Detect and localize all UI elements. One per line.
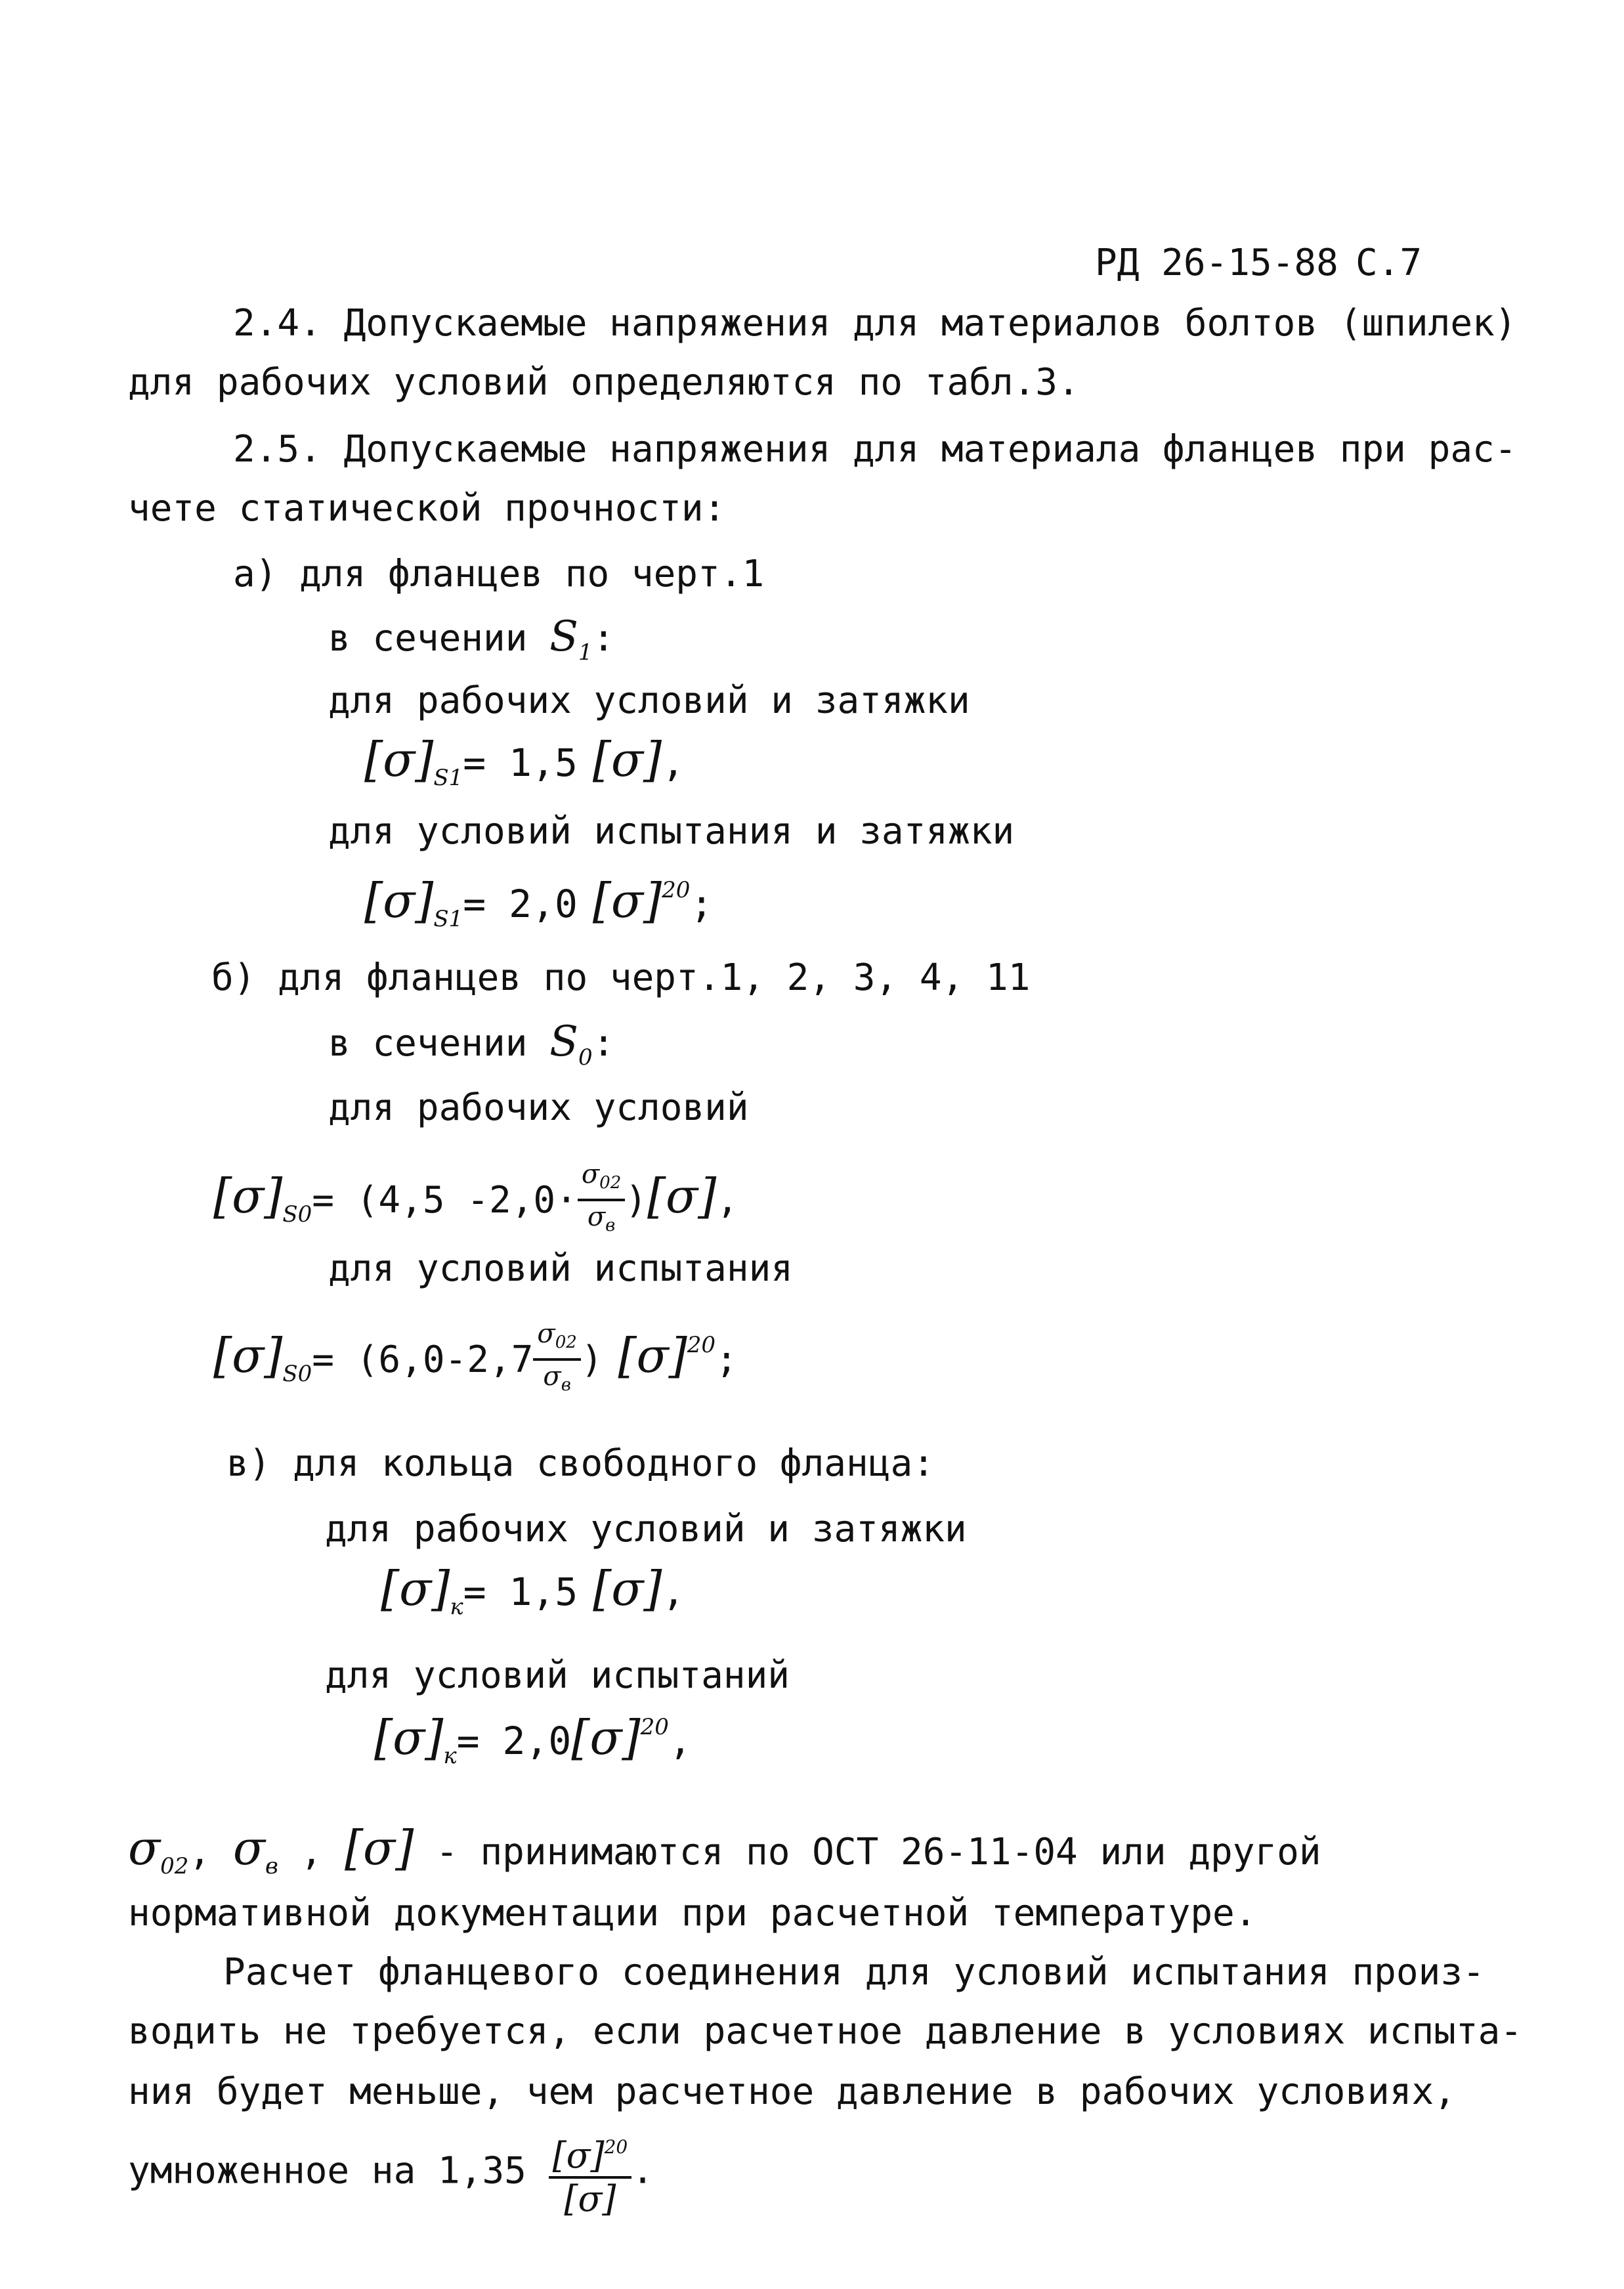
item-b-section: в сечении $S_0$:: [328, 1017, 615, 1071]
formula-a-work: $[\sigma]_{S1}= 1,5$ [σ],: [364, 732, 685, 791]
formula-b-test: $[\sigma]_{S0}= (6,0-2,7$ $\frac{\sigma_{02}}{\sigma_в}$ ) $[\sigma]^{20}$;: [213, 1318, 738, 1401]
symbol-sigma-allowable: [σ]: [344, 1820, 414, 1875]
section-label: в сечении: [328, 617, 528, 660]
item-c-test-label: для условий испытаний: [325, 1654, 790, 1697]
formula-c-test: $[\sigma]_к= 2,0[\sigma]^{20}$,: [374, 1710, 692, 1769]
note-text: - принимаются по ОСТ 26-11-04 или другой: [436, 1831, 1321, 1873]
item-b-test-label: для условий испытания: [328, 1247, 794, 1290]
item-c-work-label: для рабочих условий и затяжки: [325, 1508, 967, 1551]
section-symbol-s0: $S_0$: [549, 1017, 593, 1071]
header-doc-id: РД 26-15-88: [1095, 242, 1338, 284]
paragraph-last-line-4: [128, 2127, 654, 2219]
paragraph-last-line-2: водить не требуется, если расчетное давление в условиях испыта-: [128, 2010, 1523, 2053]
paragraph-2-4-line-1: 2.4. Допускаемые напряжения для материалов болтов (шпилек): [233, 302, 1517, 345]
fraction-sigma02-over-sigmab: $\frac{\sigma_{02}}{\sigma_в}$: [533, 1318, 580, 1401]
item-b-work-label: для рабочих условий: [328, 1086, 749, 1129]
item-c-title: в) для кольца свободного фланца:: [226, 1442, 935, 1485]
note-line-1: $\sigma_{02}$, $\sigma_в$ , [σ] - принимаются по ОСТ 26-11-04 или другой: [128, 1820, 1321, 1879]
symbol-sigma-b: $\sigma_в$: [232, 1820, 278, 1879]
item-a-test-label: для условий испытания и затяжки: [328, 810, 1015, 853]
symbol-sigma-02: $\sigma_{02}$: [128, 1820, 189, 1879]
fraction-sigma20-over-sigma: $\frac{[\sigma]^{20}}{[\sigma]}$: [549, 2127, 632, 2219]
section-symbol-s1: $S_1$: [549, 612, 593, 666]
fraction-sigma02-over-sigmab: $\frac{\sigma_{02}}{\sigma_в}$: [578, 1159, 625, 1241]
paragraph-last-text: умноженное на 1,35: [128, 2149, 526, 2193]
formula-c-work: $[\sigma]_к= 1,5$ [σ],: [381, 1561, 685, 1620]
paragraph-last-end: .: [631, 2149, 654, 2193]
paragraph-2-4-line-2: для рабочих условий определяются по табл.3.: [128, 361, 1080, 404]
formula-a-test: $[\sigma]_{S1}= 2,0$ $[\sigma]^{20}$;: [364, 873, 714, 932]
paragraph-last-line-3: ния будет меньше, чем расчетное давление в рабочих условиях,: [128, 2070, 1456, 2113]
section-label: в сечении: [328, 1022, 528, 1065]
paragraph-2-5-line-1: 2.5. Допускаемые напряжения для материала фланцев при рас-: [233, 428, 1517, 471]
item-a-title: а) для фланцев по черт.1: [233, 553, 765, 595]
paragraph-last-line-1: Расчет фланцевого соединения для условий испытания произ-: [223, 1951, 1485, 1994]
formula-b-work: $[\sigma]_{S0}= (4,5$ -2,0· $\frac{\sigma_{02}}{\sigma_в}$ )[σ],: [213, 1159, 738, 1241]
note-line-2: нормативной документации при расчетной температуре.: [128, 1892, 1257, 1935]
paragraph-2-5-line-2: чете статической прочности:: [128, 487, 726, 530]
item-a-section: в сечении $S_1$:: [328, 612, 615, 666]
header-page-number: С.7: [1356, 242, 1422, 284]
item-a-work-label: для рабочих условий и затяжки: [328, 679, 970, 722]
item-b-title: б) для фланцев по черт.1, 2, 3, 4, 11: [211, 956, 1031, 999]
